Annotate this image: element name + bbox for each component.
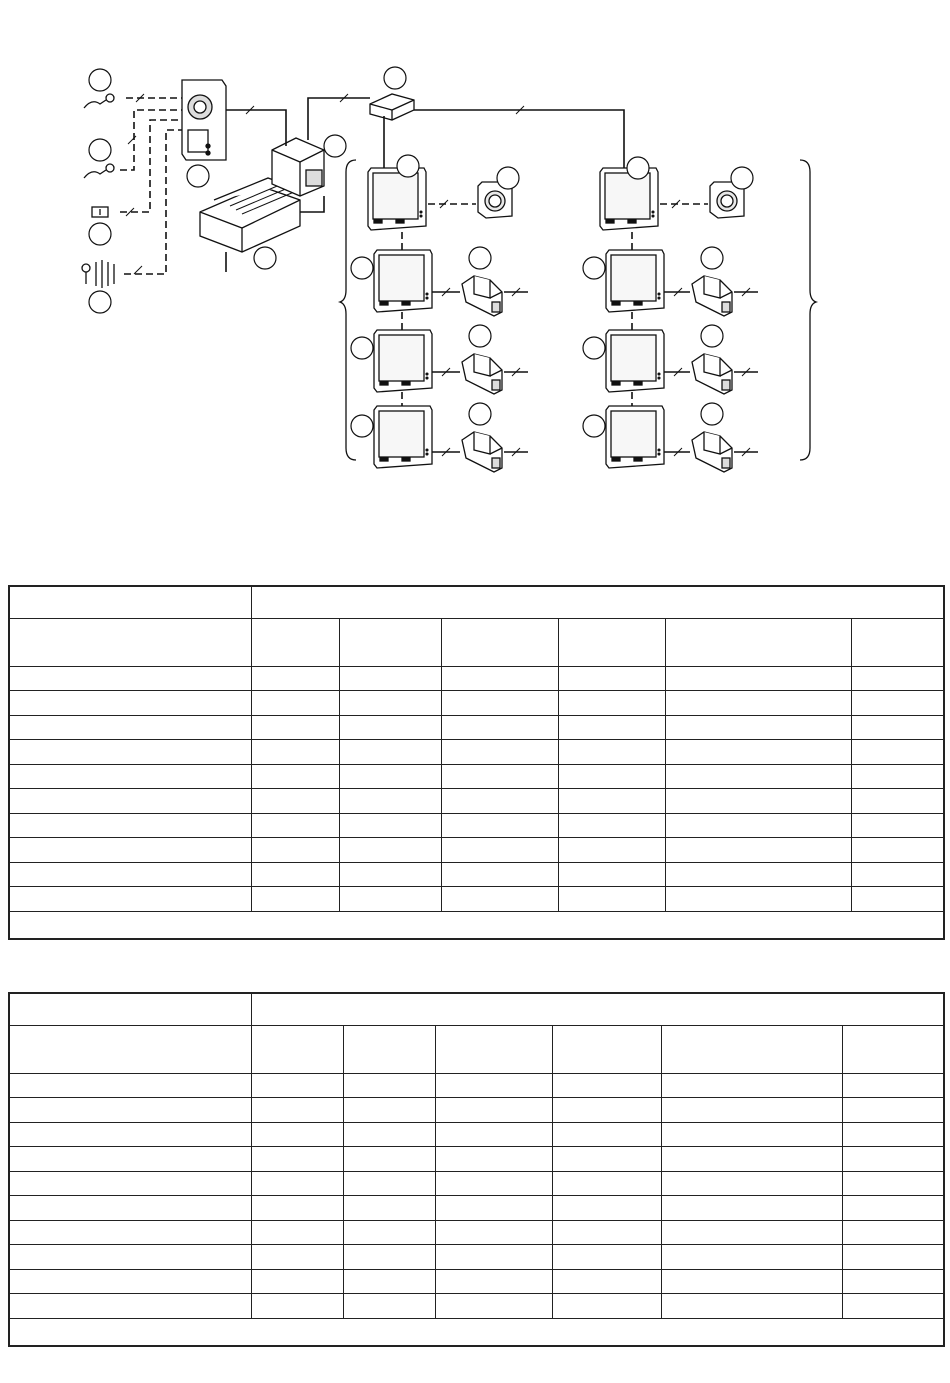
table-cell (665, 666, 851, 691)
table-row (9, 764, 944, 789)
table-row (9, 1171, 944, 1196)
table-cell (552, 1098, 661, 1123)
relay-b4 (692, 432, 732, 472)
monitor-b2 (606, 250, 664, 312)
table-cell (339, 715, 441, 740)
distributor-icon (370, 94, 414, 120)
table-cell (435, 1220, 552, 1245)
table-cell (552, 1122, 661, 1147)
monitor-a4 (374, 406, 432, 468)
table-cell (552, 1073, 661, 1098)
table-cell (558, 838, 665, 863)
header-left-cell (9, 586, 251, 618)
table-cell (339, 887, 441, 912)
subheader-cell (441, 618, 558, 666)
table-cell (558, 813, 665, 838)
subheader-cell (343, 1025, 435, 1073)
table-cell (9, 1269, 251, 1294)
table-cell (339, 813, 441, 838)
table-cell (851, 813, 944, 838)
table-cell (661, 1073, 842, 1098)
callout-3 (89, 223, 111, 245)
subheader-cell (339, 618, 441, 666)
table-row (9, 1220, 944, 1245)
monitor-a1 (368, 168, 426, 230)
table-cell (851, 862, 944, 887)
table-cell (558, 715, 665, 740)
table-cell (343, 1122, 435, 1147)
table-cell (661, 1269, 842, 1294)
table-cell (665, 813, 851, 838)
table-body (9, 1073, 944, 1318)
apartment-column-b (583, 157, 758, 472)
electric-lock-icon (82, 260, 114, 288)
header-group-cell (251, 993, 944, 1025)
monitor-a3 (374, 330, 432, 392)
callout-4 (89, 291, 111, 313)
table-cell (842, 1245, 944, 1270)
table-cell (343, 1171, 435, 1196)
table-row (9, 862, 944, 887)
table-cell (343, 1073, 435, 1098)
table-row (9, 1269, 944, 1294)
table-cell (851, 691, 944, 716)
subheader-cell (558, 618, 665, 666)
table-cell (435, 1245, 552, 1270)
table-cell (441, 715, 558, 740)
relay-b2 (692, 276, 732, 316)
table-cell (343, 1147, 435, 1172)
subheader-cell (435, 1025, 552, 1073)
table-cell (9, 838, 251, 863)
table-cell (851, 789, 944, 814)
relay-a3 (462, 354, 502, 394)
table-cell (251, 740, 339, 765)
table-cell (851, 764, 944, 789)
subheader-cell (552, 1025, 661, 1073)
table-cell (558, 764, 665, 789)
table-cell (435, 1147, 552, 1172)
table-cell (251, 666, 339, 691)
table-cell (251, 715, 339, 740)
subheader-blank-cell (9, 618, 251, 666)
monitor-b4 (606, 406, 664, 468)
table-cell (842, 1098, 944, 1123)
table-cell (661, 1122, 842, 1147)
table-cell (9, 1098, 251, 1123)
table-cell (842, 1147, 944, 1172)
callout-6 (254, 247, 276, 269)
table-cell (665, 715, 851, 740)
table-cell (661, 1294, 842, 1319)
table-cell (552, 1196, 661, 1221)
left-brace (340, 160, 356, 460)
table-cell (9, 1122, 251, 1147)
table-cell (851, 887, 944, 912)
table-row (9, 1098, 944, 1123)
table-cell (339, 740, 441, 765)
table-cell (251, 887, 339, 912)
table-cell (558, 862, 665, 887)
table-cell (9, 1171, 251, 1196)
subheader-cell (665, 618, 851, 666)
table-cell (251, 813, 339, 838)
table-cell (9, 1245, 251, 1270)
table-cell (339, 666, 441, 691)
table-cell (9, 666, 251, 691)
table-footer-row (9, 1318, 944, 1346)
table-cell (251, 764, 339, 789)
table-row (9, 740, 944, 765)
table-cell (435, 1122, 552, 1147)
rail-module-icon (272, 138, 324, 196)
table-cell (251, 1098, 343, 1123)
table-cell (842, 1122, 944, 1147)
table-cell (661, 1245, 842, 1270)
table-cell (343, 1245, 435, 1270)
table-cell (665, 740, 851, 765)
table-cell (661, 1196, 842, 1221)
table-cell (343, 1196, 435, 1221)
table-row (9, 715, 944, 740)
table-cell (251, 1294, 343, 1319)
table-subheader-row (9, 1025, 944, 1073)
table-cell (251, 789, 339, 814)
table-cell (441, 691, 558, 716)
subheader-cell (251, 618, 339, 666)
table-cell (343, 1098, 435, 1123)
footer-cell (9, 911, 944, 939)
table-cell (251, 1073, 343, 1098)
table-cell (441, 838, 558, 863)
table-cell (343, 1294, 435, 1319)
table-cell (851, 740, 944, 765)
table-row (9, 789, 944, 814)
table-cell (251, 1196, 343, 1221)
callout-7 (324, 135, 346, 157)
table-cell (251, 1171, 343, 1196)
relay-a4 (462, 432, 502, 472)
table-cell (842, 1073, 944, 1098)
table-cell (9, 1147, 251, 1172)
table-row (9, 691, 944, 716)
table-cell (9, 1220, 251, 1245)
table-cell (9, 691, 251, 716)
table-cell (441, 813, 558, 838)
table-row (9, 813, 944, 838)
table-cell (251, 1269, 343, 1294)
table-body (9, 666, 944, 911)
lock-release-icon (92, 207, 108, 217)
table-cell (339, 838, 441, 863)
table-row (9, 666, 944, 691)
table-cell (552, 1245, 661, 1270)
table-cell (251, 1245, 343, 1270)
table-cell (343, 1269, 435, 1294)
subheader-blank-cell (9, 1025, 251, 1073)
table-row (9, 838, 944, 863)
table-cell (251, 691, 339, 716)
table-row (9, 1073, 944, 1098)
header-group-cell (251, 586, 944, 618)
table-cell (251, 862, 339, 887)
table-cell (552, 1171, 661, 1196)
wire-table-2 (8, 992, 945, 1347)
table-header-row (9, 586, 944, 618)
table-cell (343, 1220, 435, 1245)
table-cell (552, 1294, 661, 1319)
callout-1 (89, 69, 111, 91)
table-subheader-row (9, 618, 944, 666)
monitor-b3 (606, 330, 664, 392)
table-cell (661, 1220, 842, 1245)
subheader-cell (661, 1025, 842, 1073)
table-cell (665, 838, 851, 863)
table-cell (851, 666, 944, 691)
table-row (9, 1196, 944, 1221)
table-cell (251, 838, 339, 863)
table-cell (665, 691, 851, 716)
table-row (9, 1122, 944, 1147)
table-cell (9, 740, 251, 765)
table-cell (251, 1122, 343, 1147)
relay-a2 (462, 276, 502, 316)
footer-cell (9, 1318, 944, 1346)
table-cell (9, 789, 251, 814)
table-cell (558, 740, 665, 765)
table-cell (842, 1294, 944, 1319)
table-cell (435, 1269, 552, 1294)
table-cell (441, 666, 558, 691)
table-cell (558, 666, 665, 691)
table-cell (9, 715, 251, 740)
wire-table-1 (8, 585, 945, 940)
table-cell (552, 1220, 661, 1245)
table-cell (665, 764, 851, 789)
table-cell (441, 789, 558, 814)
table-row (9, 887, 944, 912)
table-cell (339, 764, 441, 789)
table-cell (9, 1294, 251, 1319)
table-cell (9, 887, 251, 912)
table-cell (558, 887, 665, 912)
push-button-1 (84, 94, 114, 108)
callout-8 (384, 67, 406, 89)
right-brace (800, 160, 816, 460)
door-panel-icon (182, 80, 226, 160)
table-cell (842, 1269, 944, 1294)
table-cell (661, 1147, 842, 1172)
table-cell (441, 862, 558, 887)
table-cell (851, 838, 944, 863)
table-cell (851, 715, 944, 740)
relay-b3 (692, 354, 732, 394)
table-cell (435, 1294, 552, 1319)
table-cell (251, 1220, 343, 1245)
subheader-cell (842, 1025, 944, 1073)
table-cell (842, 1220, 944, 1245)
table-footer-row (9, 911, 944, 939)
table-row (9, 1147, 944, 1172)
table-cell (441, 740, 558, 765)
callout-5 (187, 165, 209, 187)
push-button-2 (84, 164, 114, 178)
subheader-cell (251, 1025, 343, 1073)
table-cell (9, 862, 251, 887)
table-cell (9, 764, 251, 789)
monitor-a2 (374, 250, 432, 312)
table-row (9, 1294, 944, 1319)
table-cell (435, 1073, 552, 1098)
table-cell (661, 1098, 842, 1123)
callout-2 (89, 139, 111, 161)
table-row (9, 1245, 944, 1270)
table-cell (665, 862, 851, 887)
table-cell (339, 862, 441, 887)
table-cell (435, 1098, 552, 1123)
table-cell (665, 887, 851, 912)
table-cell (251, 1147, 343, 1172)
table-cell (9, 1073, 251, 1098)
table-cell (9, 813, 251, 838)
table-cell (339, 789, 441, 814)
table-cell (435, 1196, 552, 1221)
table-cell (441, 887, 558, 912)
apartment-column-a (351, 155, 528, 472)
table-cell (558, 789, 665, 814)
subheader-cell (851, 618, 944, 666)
table-cell (435, 1171, 552, 1196)
header-left-cell (9, 993, 251, 1025)
table-cell (552, 1147, 661, 1172)
wiring-diagram (0, 0, 950, 500)
table-cell (558, 691, 665, 716)
monitor-b1 (600, 168, 658, 230)
table-cell (441, 764, 558, 789)
table-cell (552, 1269, 661, 1294)
table-cell (665, 789, 851, 814)
table-header-row (9, 993, 944, 1025)
table-cell (661, 1171, 842, 1196)
table-cell (842, 1196, 944, 1221)
table-cell (339, 691, 441, 716)
table-cell (842, 1171, 944, 1196)
table-cell (9, 1196, 251, 1221)
